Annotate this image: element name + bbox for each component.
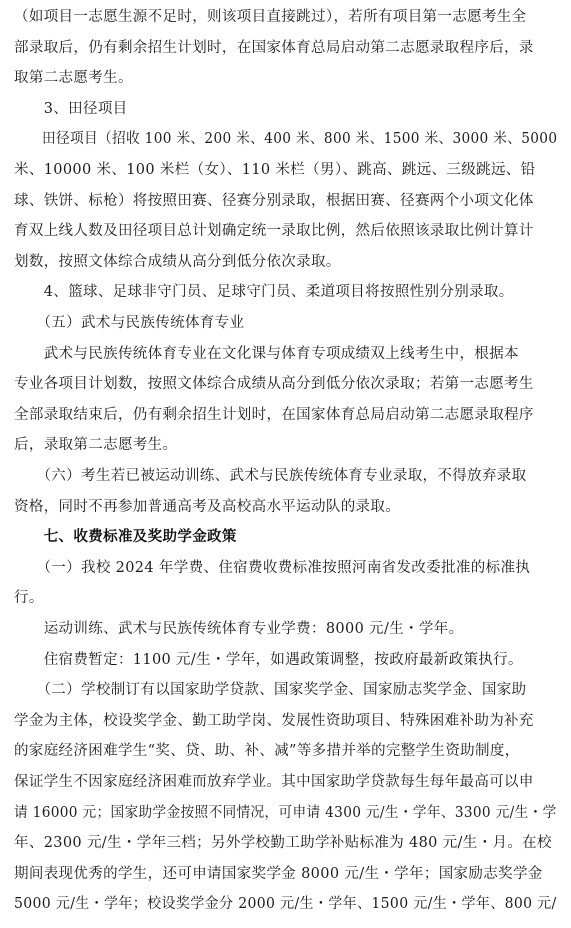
text-line: 4、篮球、足球非守门员、足球守门员、柔道项目将按照性别分别录取。 <box>14 284 514 301</box>
text-line: 5000 元/生・学年；校设奖学金分 2000 元/生・学年、1500 元/生・学年、800 元/ <box>14 896 557 913</box>
text-line: 保证学生不因家庭经济困难而放弃学业。其中国家助学贷款每生每年最高可以申 <box>14 774 534 790</box>
text-line: 的家庭经济困难学生“奖、贷、助、补、减”等多措并举的完整学生资助制度， <box>14 743 520 760</box>
text-line: 3、田径项目 <box>14 100 128 117</box>
text-line: （五）武术与民族传统体育专业 <box>14 315 245 331</box>
text-line: 住宿费暂定：1100 元/生・学年，如遇政策调整，按政府最新政策执行。 <box>14 651 523 668</box>
text-line: 资格，同时不再参加普通高考及高校高水平运动队的录取。 <box>14 498 401 515</box>
text-line: （如项目一志愿生源不足时，则该项目直接跳过），若所有项目第一志愿考生全 <box>14 9 527 25</box>
text-line: 取第二志愿考生。 <box>14 70 133 87</box>
text-line: 全部录取结束后，仍有剩余招生计划时，在国家体育总局启动第二志愿录取程序 <box>14 406 534 423</box>
text-line: 请 16000 元；国家助学金按照不同情况，可申请 4300 元/生・学年、3300 元/生・学 <box>14 804 557 821</box>
text-line: 年、2300 元/生・学年三档；另外学校勤工助学补贴标准为 480 元/生・月。在校 <box>14 835 552 852</box>
text-line: 运动训练、武术与民族传统体育专业学费：8000 元/生・学年。 <box>14 621 464 637</box>
text-line: 期间表现优秀的学生，还可申请国家奖学金 8000 元/生・学年；国家励志奖学金 <box>14 865 543 882</box>
text-line: 米、10000 米、100 米栏（女）、110 米栏（男）、跳高、跳远、三级跳远、铅 <box>14 162 536 178</box>
text-line: 学金为主体，校设奖学金、勤工助学岗、发展性资助项目、特殊困难补助为补充 <box>14 712 534 729</box>
text-line: （二）学校制订有以国家助学贷款、国家奖学金、国家励志奖学金、国家助 <box>14 682 527 699</box>
text-line: （一）我校 2024 年学费、住宿费收费标准按照河南省发改委批准的标准执 <box>14 559 531 576</box>
text-line: 划数，按照文体综合成绩从高分到低分依次录取。 <box>14 253 341 270</box>
text-line: 田径项目（招收 100 米、200 米、400 米、800 米、1500 米、3000 米、5000 <box>14 131 558 148</box>
section-heading: 七、收费标准及奖助学金政策 <box>14 528 237 546</box>
text-line: （六）考生若已被运动训练、武术与民族传统体育专业录取，不得放弃录取 <box>14 468 527 484</box>
text-line: 专业各项目计划数，按照文体综合成绩从高分到低分依次录取；若第一志愿考生 <box>14 376 534 393</box>
text-line: 球、铁饼、标枪）将按照田赛、径赛分别录取，根据田赛、径赛两个小项文化体 <box>14 192 534 209</box>
text-line: 行。 <box>14 590 44 607</box>
text-line: 后，录取第二志愿考生。 <box>14 437 178 454</box>
text-line: 武术与民族传统体育专业在文化课与体育专项成绩双上线考生中，根据本 <box>14 345 519 362</box>
text-line: 部录取后，仍有剩余招生计划时，在国家体育总局启动第二志愿录取程序后，录 <box>14 39 534 56</box>
text-line: 育双上线人数及田径项目总计划确定统一录取比例，然后依照该录取比例计算计 <box>14 223 534 240</box>
